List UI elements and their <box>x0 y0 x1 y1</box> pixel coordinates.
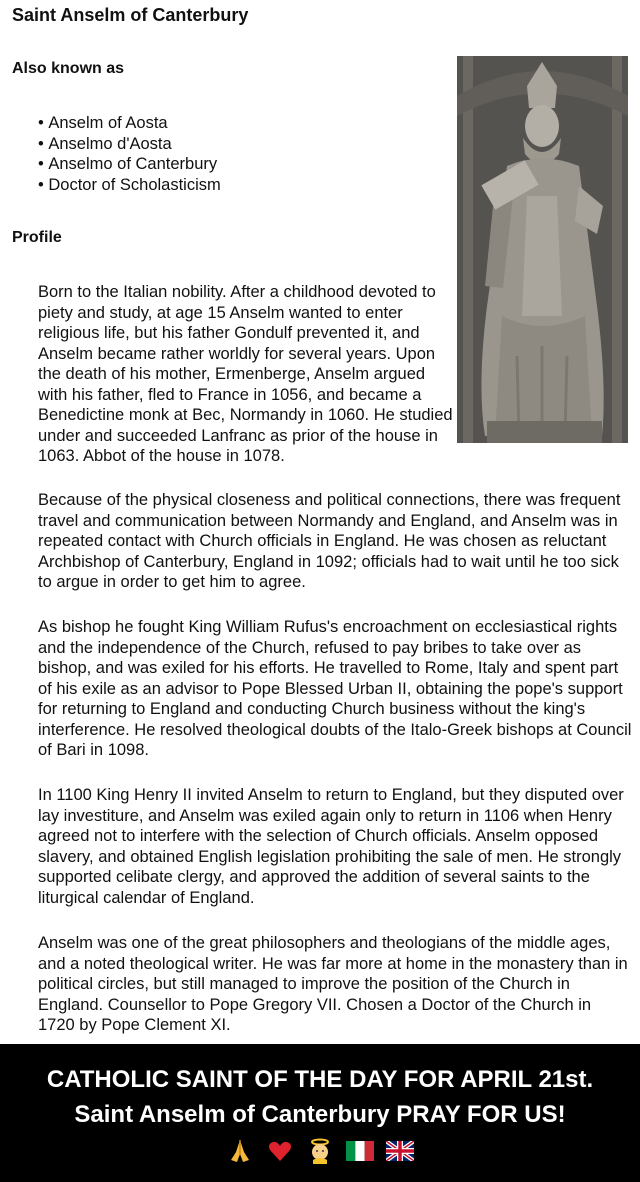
baby-angel-icon <box>305 1136 335 1166</box>
profile-paragraph-2: Because of the physical closeness and political connections, there was frequent travel and communication between Normandy and England, and Anselm was in repeated contact with Church officials in England. He was chosen as reluctant Archbishop of Canterbury, England in 1092; officials had to wait until he too sick to argue in order to get him to agree. <box>38 491 621 591</box>
list-item: • Anselmo of Canterbury <box>38 154 221 175</box>
page-title: Saint Anselm of Canterbury <box>12 5 249 25</box>
aka-list <box>38 113 221 195</box>
also-known-as-heading: Also known as <box>12 60 125 77</box>
saint-of-the-day-banner <box>0 1044 640 1182</box>
red-heart-icon <box>265 1136 295 1166</box>
uk-flag-icon <box>385 1136 415 1166</box>
praying-hands-icon <box>225 1136 255 1166</box>
saint-statue-image <box>457 56 628 443</box>
list-item: • Doctor of Scholasticism <box>38 175 221 196</box>
list-item: • Anselm of Aosta <box>38 113 221 134</box>
statue-icon <box>457 56 628 443</box>
emoji-row <box>0 1136 640 1166</box>
profile-paragraph-4: In 1100 King Henry II invited Anselm to return to England, but they disputed over lay investiture, and Anselm was exiled again only to return in 1106 when Henry agreed not to interfere with the selection of Church officials. Anselm opposed slavery, and obtained English legislation prohibiting the sale of men. He strongly supported celibate clergy, and approved the addition of several saints to the liturgical calendar of England. <box>38 786 624 907</box>
profile-paragraph-1: Born to the Italian nobility. After a childhood devoted to piety and study, at age 15 Anselm wanted to enter religious life, but his father Gondulf prevented it, and Anselm became rather worldly for several years. Upon the death of his mother, Ermenberge, Anselm argued with his father, fled to France in 1056, and became a Benedictine monk at Bec, Normandy in 1060. He studied under and succeeded Lanfranc as prior of the house in 1063. Abbot of the house in 1078. <box>38 283 453 465</box>
list-item: • Anselmo d'Aosta <box>38 134 221 155</box>
banner-headline: CATHOLIC SAINT OF THE DAY FOR APRIL 21st. <box>46 1066 594 1093</box>
profile-paragraph-5: Anselm was one of the great philosophers and theologians of the middle ages, and a noted theological writer. He was far more at home in the monastery than in political circles, but still managed to improve the position of the Church in England. Counsellor to Pope Gregory VII. Chosen a Doctor of the Church in 1720 by Pope Clement XI. <box>38 934 628 1034</box>
italy-flag-icon <box>345 1136 375 1166</box>
profile-paragraph-3: As bishop he fought King William Rufus's encroachment on ecclesiastical rights and the independence of the Church, refused to pay bribes to take over as bishop, and was exiled for his efforts. He travelled to Rome, Italy and spent part of his exile as an advisor to Pope Blessed Urban II, obtaining the pope's support for returning to England and conducting Church business without the king's interference. He resolved theological doubts of the Italo-Greek bishops at Council of Bari in 1098. <box>38 618 632 759</box>
banner-prayer: Saint Anselm of Canterbury PRAY FOR US! <box>74 1101 566 1128</box>
profile-heading: Profile <box>12 229 62 246</box>
